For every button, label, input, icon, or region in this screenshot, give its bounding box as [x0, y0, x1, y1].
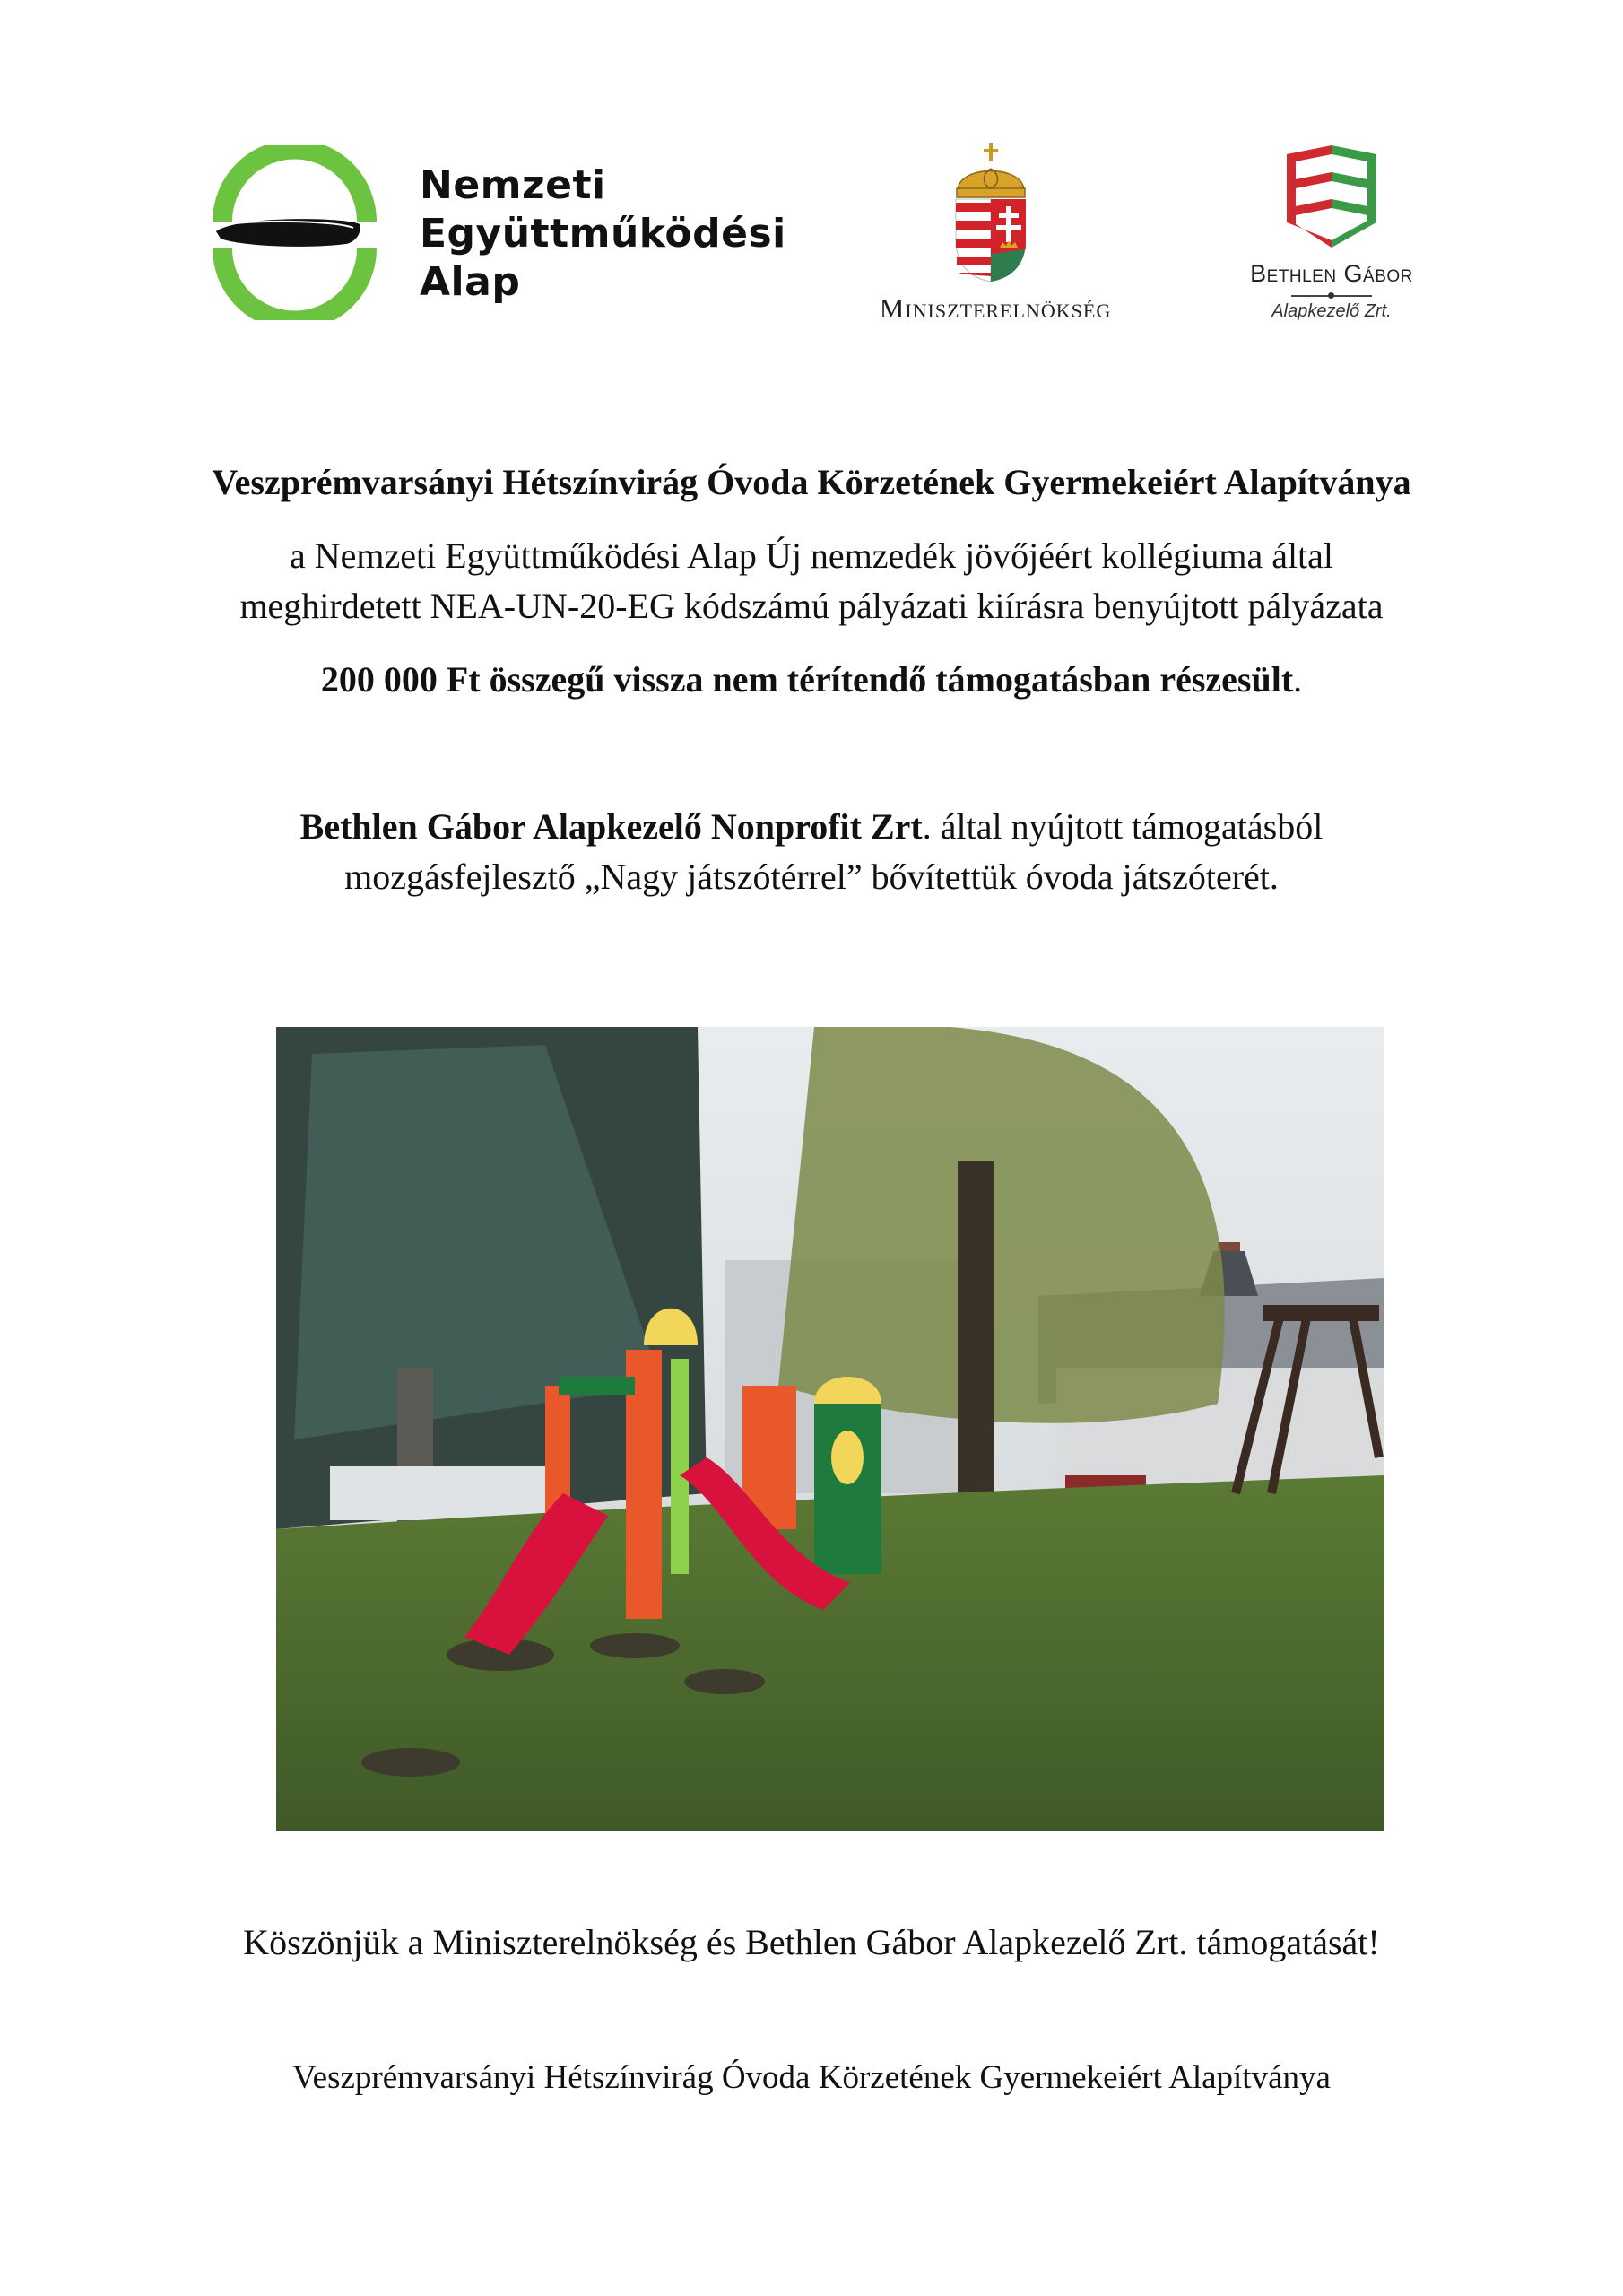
support-line-1	[0, 805, 1623, 848]
bethlen-divider-dot	[1328, 292, 1334, 299]
bethlen-gabor-subtitle: Alapkezelő Zrt.	[1271, 301, 1392, 321]
text-line-1: a Nemzeti Együttműködési Alap Új nemzedék jövőjéért kollégiuma által	[289, 535, 1334, 576]
grant-line	[0, 658, 1623, 700]
grant-period: .	[1293, 659, 1303, 700]
miniszterelnokseg-logo	[834, 142, 1157, 330]
text-line-2: meghirdetett NEA-UN-20-EG kódszámú pályázati kiírásra benyújtott pályázata	[239, 586, 1384, 626]
bethlen-gabor-logo	[1219, 144, 1444, 332]
playground-illustration	[276, 1027, 1384, 1831]
nea-emblem-icon	[212, 145, 378, 320]
nea-wordmark	[420, 161, 786, 307]
support-rest: . által nyújtott támogatásból	[922, 806, 1324, 847]
nea-line-3: Alap	[420, 259, 521, 305]
hungarian-coat-of-arms-icon	[950, 142, 1031, 285]
bethlen-gabor-emblem-icon	[1282, 144, 1381, 251]
bethlen-gabor-title: Bethlen Gábor	[1250, 260, 1413, 287]
nea-logo	[212, 145, 794, 320]
org-title: Veszprémvarsányi Hétszínvirág Óvoda Körzetének Gyermekeiért Alapítványa	[212, 462, 1411, 502]
signature-text: Veszprémvarsányi Hétszínvirág Óvoda Körzetének Gyermekeiért Alapítványa	[292, 2059, 1331, 2096]
miniszterelnokseg-wordmark: Miniszterelnökség	[879, 292, 1112, 324]
nea-line-1: Nemzeti	[420, 162, 606, 208]
support-line-2: mozgásfejlesztő „Nagy játszótérrel” bővítettük óvoda játszóterét.	[344, 857, 1279, 897]
nea-line-2: Együttműködési	[420, 211, 786, 257]
grant-amount-text: 200 000 Ft összegű vissza nem térítendő támogatásban részesült	[320, 659, 1294, 700]
playground-photo	[276, 1027, 1384, 1831]
thanks-text: Köszönjük a Miniszterelnökség és Bethlen Gábor Alapkezelő Zrt. támogatását!	[243, 1922, 1380, 1962]
support-org-name: Bethlen Gábor Alapkezelő Nonprofit Zrt	[299, 806, 923, 847]
